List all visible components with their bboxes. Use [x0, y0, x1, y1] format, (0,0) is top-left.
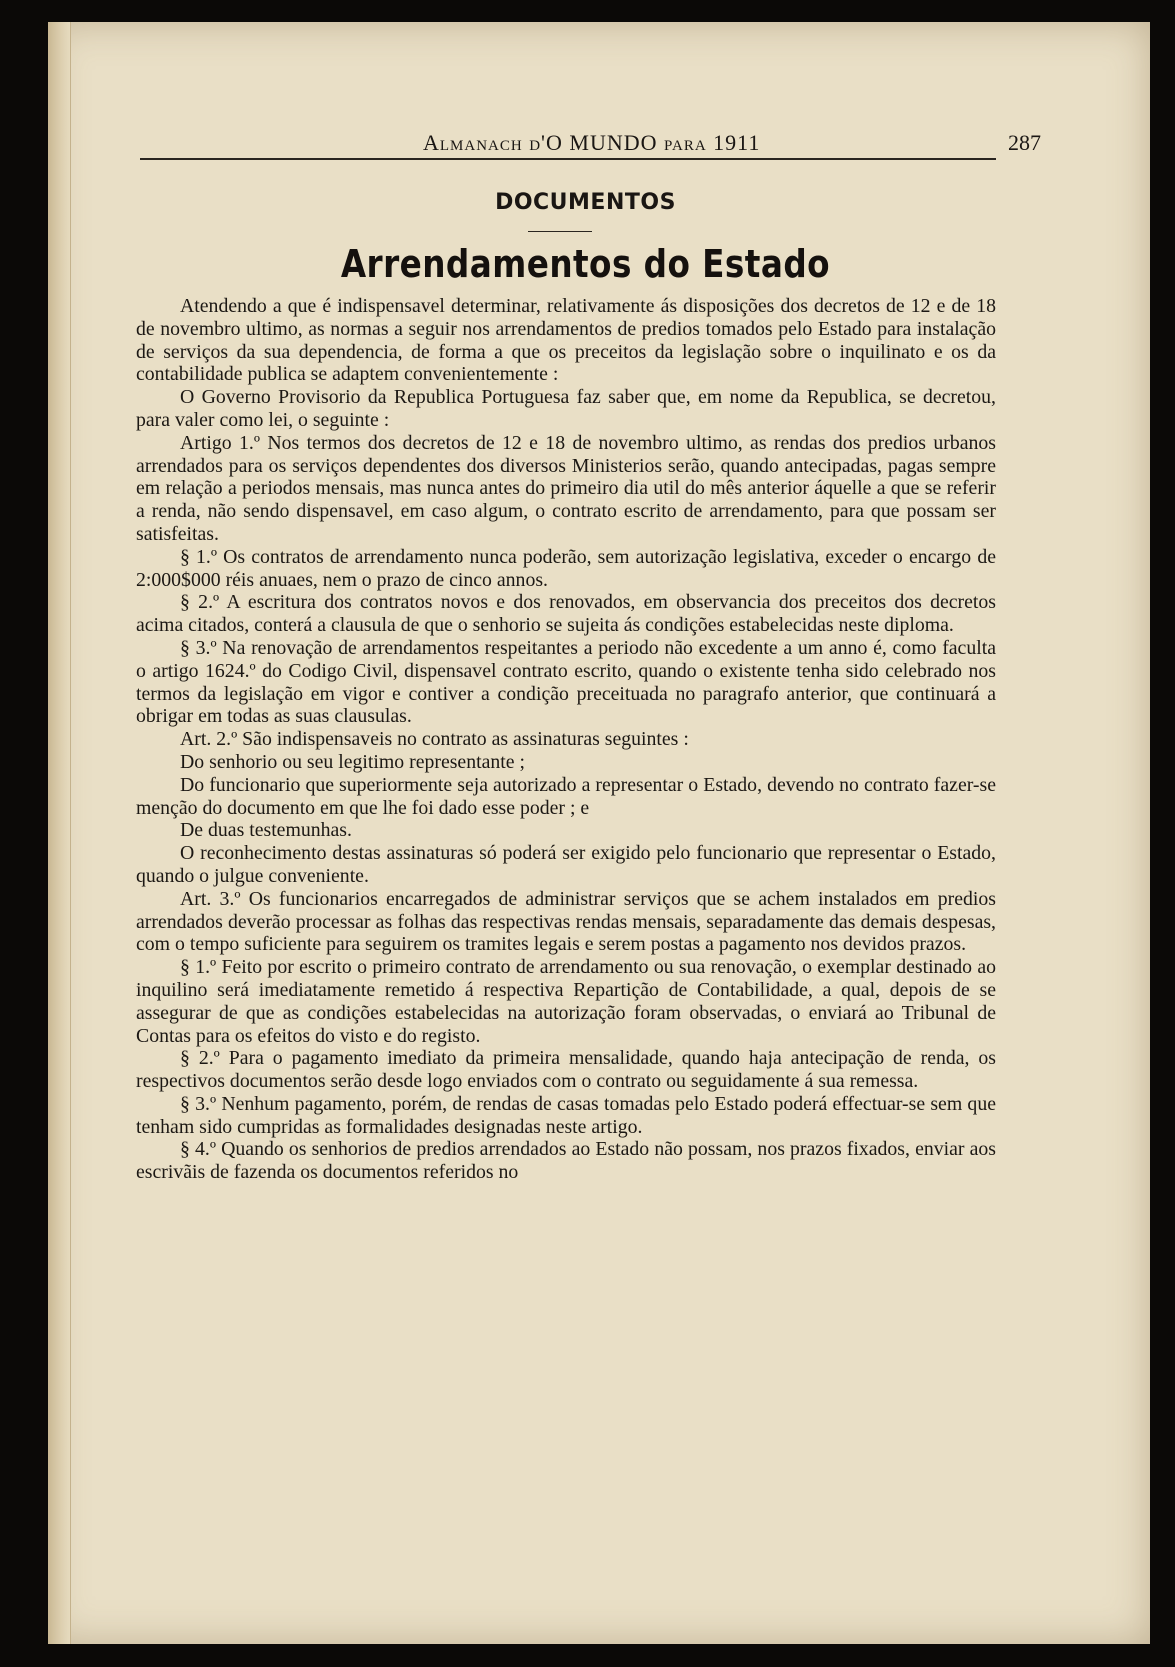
header-rule [140, 158, 996, 160]
paragraph: § 2.º A escritura dos contratos novos e dos renovados, em observancia dos preceitos dos decretos acima citados, conterá a clausula de que o senhorio se sujeita ás condições estabelecidas neste diploma. [136, 591, 996, 637]
paragraph: Do senhorio ou seu legitimo representante ; [180, 750, 525, 773]
title-divider [528, 231, 592, 232]
paragraph: Art. 3.º Os funcionarios encarregados de administrar serviços que se achem instalados em predios arrendados deverão processar as folhas das respectivas rendas mensais, separadamente das demais despesas, com o tempo suficiente para seguirem os tramites legais e serem postas a pagamento nos devidos prazos. [136, 887, 996, 956]
article-body [136, 295, 996, 1184]
section-label: DOCUMENTOS [495, 190, 676, 215]
paragraph: O reconhecimento destas assinaturas só poderá ser exigido pelo funcionario que representar o Estado, quando o julgue conveniente. [136, 842, 996, 887]
page-binding-edge [48, 22, 71, 1644]
paragraph: § 3.º Nenhum pagamento, porém, de rendas de casas tomadas pelo Estado poderá effectuar-se sem que tenham sido cumpridas as formalidades designadas neste artigo. [136, 1092, 996, 1138]
running-title: Almanach d'O MUNDO para 1911 [423, 130, 761, 155]
paragraph: § 1.º Feito por escrito o primeiro contrato de arrendamento ou sua renovação, o exemplar destinado ao inquilino será imediatamente remetido á respectiva Repartição de Contabilidade, a qual, depois de se assegurar de que as condições estabelecidas na autorização foram observadas, o enviará ao Tribunal de Contas para os efeitos do visto e do registo. [136, 956, 996, 1047]
paragraph: Atendendo a que é indispensavel determinar, relativamente ás disposições dos decretos de 12 e de 18 de novembro ultimo, as normas a seguir nos arrendamentos de predios tomados pelo Estado para instalação de serviços da sua dependencia, de forma a que os preceitos da legislação sobre o inquilinato e os da contabilidade publica se adaptem convenientemente : [136, 295, 996, 386]
paragraph: § 3.º Na renovação de arrendamentos respeitantes a periodo não excedente a um anno é, como faculta o artigo 1624.º do Codigo Civil, dispensavel contrato escrito, quando o existente tenha sido celebrado nos termos da legislação em vigor e contiver a condição preceituada no paragrafo anterior, que continuará a obrigar em todas as suas clausulas. [136, 636, 996, 728]
running-header [143, 120, 1043, 160]
article-title: Arrendamentos do Estado [340, 242, 831, 286]
paragraph: § 4.º Quando os senhorios de predios arrendados ao Estado não possam, nos prazos fixados, enviar aos escrivãis de fazenda os documentos referidos no [136, 1138, 996, 1184]
paragraph: § 1.º Os contratos de arrendamento nunca poderão, sem autorização legislativa, exceder o encargo de 2:000$000 réis anuaes, nem o prazo de cinco annos. [136, 545, 996, 591]
book-page [48, 22, 1150, 1644]
paragraph: Art. 2.º São indispensaveis no contrato as assinaturas seguintes : [180, 728, 689, 751]
paragraph: O Governo Provisorio da Republica Portuguesa faz saber que, em nome da Republica, se decretou, para valer como lei, o seguinte : [136, 386, 996, 431]
paragraph: De duas testemunhas. [180, 819, 352, 842]
page-number: 287 [1008, 130, 1041, 155]
paragraph: Artigo 1.º Nos termos dos decretos de 12 e 18 de novembro ultimo, as rendas dos predios urbanos arrendados para os serviços dependentes dos diversos Ministerios serão, quando antecipadas, pagas sempre em relação a periodos mensais, mas nunca antes do primeiro dia util do mês anterior áquelle a que se referir a renda, não sendo dispensavel, em caso algum, o contrato escrito de arrendamento, para que possam ser satisfeitas. [136, 431, 996, 545]
paragraph: § 2.º Para o pagamento imediato da primeira mensalidade, quando haja antecipação de renda, os respectivos documentos serão desde logo enviados com o contrato ou seguidamente á sua remessa. [136, 1047, 996, 1093]
paragraph: Do funcionario que superiormente seja autorizado a representar o Estado, devendo no contrato fazer-se menção do documento em que lhe foi dado esse poder ; e [136, 773, 996, 819]
